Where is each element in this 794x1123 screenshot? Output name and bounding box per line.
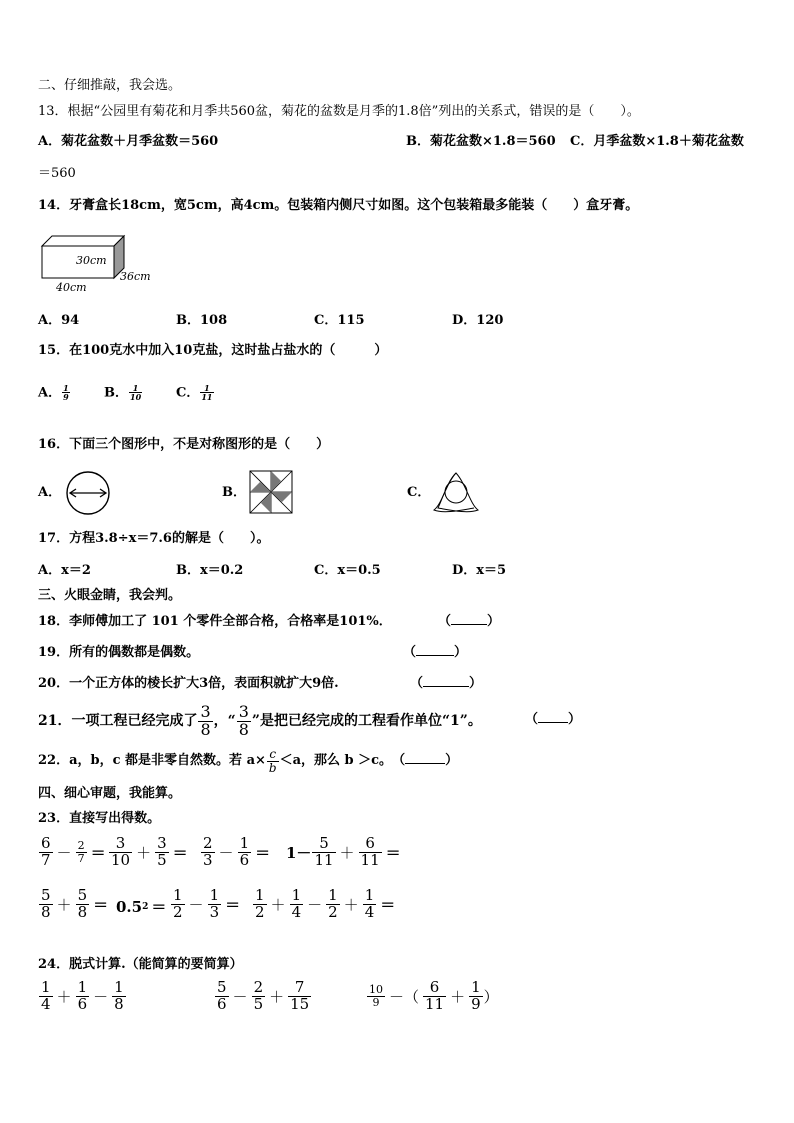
q13-stem: 13．根据“公园里有菊花和月季共560盆，菊花的盆数是月季的1.8倍”列出的关系式，错误的是（ ）。 [38,104,640,119]
fraction [109,836,132,869]
fraction [290,888,304,921]
fraction-numerator: 1 [209,886,220,904]
fraction-numerator: 5 [217,978,227,996]
paren-open: （ [403,645,417,660]
fraction-denominator: 8 [200,719,211,739]
q14-option-b[interactable]: B．108 [176,313,228,328]
q15-option-c-label: C． [176,385,200,401]
equals-sign: ＝ [380,895,396,914]
fraction-denominator: 9 [63,392,69,403]
trefoil-knot-figure[interactable] [432,470,480,516]
q22-text-b: ＜a，那么 b ＞c。 [279,753,393,769]
q23-expr-3 [200,836,270,869]
fraction-denominator: 8 [114,994,124,1013]
box-height-label: 30cm [76,254,107,267]
fraction [215,980,229,1013]
fraction-denominator: 2 [173,902,183,921]
fraction-numerator: c [269,747,277,761]
paren-close: ） [445,753,459,769]
paren-close: ） [487,614,501,629]
q15-option-c[interactable] [176,384,215,402]
fraction [312,836,335,869]
paren-open: （ [525,712,539,727]
q14-stem: 14．牙膏盒长18cm，宽5cm，高4cm。包装箱内侧尺寸如图。这个包装箱最多能装（ ）盒牙膏。 [38,198,639,213]
fraction-numerator: 1 [132,383,139,393]
q20-stem: 20．一个正方体的棱长扩大3倍，表面积就扩大9倍. [38,676,339,691]
fraction-denominator: 6 [217,994,227,1013]
fraction-denominator: 7 [77,851,85,865]
packing-box-diagram [38,232,178,297]
fraction [469,980,483,1013]
fraction [76,980,90,1013]
q13-option-c[interactable]: C．月季盆数×1.8＋菊花盆数 [570,134,744,149]
fraction-numerator: 1 [41,978,51,996]
fraction-denominator: b [268,760,277,775]
fraction [201,836,215,869]
q23-expr-1 [38,836,106,869]
fraction [39,836,53,869]
math-operator: ＋ [136,843,152,862]
q16-option-c-label[interactable]: C． [407,485,431,500]
fraction-denominator: 9 [367,996,385,1009]
fraction-denominator: 2 [328,902,338,921]
fraction [238,836,252,869]
fraction-numerator: 6 [365,834,375,852]
math-term: ） [483,987,499,1006]
math-operator: ＋ [339,843,355,862]
q23-expr-7 [170,888,240,921]
q16-stem: 16．下面三个图形中，不是对称图形的是（ ） [38,437,330,452]
math-term: 1－ [286,843,312,862]
q15-option-a[interactable] [38,384,71,402]
fraction [112,980,126,1013]
q17-stem: 17．方程3.8÷x＝7.6的解是（ ）。 [38,531,270,546]
fraction-numerator: 1 [291,886,302,904]
fraction-denominator: 8 [238,719,249,739]
q13-option-c-continued: ＝560 [38,166,76,181]
q17-option-c[interactable]: C．x＝0.5 [314,563,381,578]
q23-expr-4 [286,836,401,869]
q23-expr-5 [38,888,108,921]
equals-sign: ＝ [93,895,109,914]
paren-close: ） [469,676,483,691]
fraction [76,888,90,921]
q23-expr-8 [252,888,395,921]
equals-sign: ＝ [90,843,106,862]
fraction-numerator: 2 [253,978,264,996]
math-term: 2 [142,901,149,912]
q18-stem: 18．李师傅加工了 101 个零件全部合格，合格率是101%． [38,614,392,629]
circle-with-arrow-figure[interactable] [64,469,112,517]
fraction-denominator: 3 [209,902,220,921]
fraction [155,836,169,869]
math-operator: － [218,843,234,862]
math-operator: － [56,843,72,862]
math-operator: － [188,895,204,914]
math-operator: ＋ [450,987,466,1006]
fraction-denominator: 3 [203,850,213,869]
paren-open: （ [410,676,424,691]
fraction-numerator: 5 [77,886,88,904]
q23-title: 23．直接写出得数。 [38,811,161,826]
math-operator: － [93,987,109,1006]
q19-stem: 19．所有的偶数都是偶数。 [38,645,200,660]
fraction [253,888,267,921]
math-operator: ＋ [269,987,285,1006]
q19-answer-blank[interactable] [403,645,467,661]
fraction-numerator: 1 [77,978,88,996]
fraction-numerator: 1 [364,886,375,904]
q16-option-a-label[interactable]: A． [38,485,62,500]
section4-title: 四、细心审题，我能算。 [38,786,182,801]
fraction [76,840,87,864]
fraction-denominator: 8 [77,902,88,921]
fraction-denominator: 11 [360,850,380,869]
q16-option-b-label[interactable]: B． [222,485,246,500]
fraction-numerator: 1 [114,978,124,996]
q13-option-a[interactable]: A．菊花盆数＋月季盆数＝560 [38,134,219,149]
q24-expr-1 [38,980,127,1013]
fraction [326,888,340,921]
fraction-numerator: 10 [369,983,383,997]
paren-open: （ [392,753,406,769]
q14-option-d[interactable]: D．120 [452,313,504,328]
fraction [367,984,385,1008]
fraction-numerator: 1 [328,886,338,904]
section3-title: 三、火眼金睛，我会判。 [38,588,182,603]
fraction [288,980,311,1013]
q21-answer-blank[interactable] [525,712,581,728]
box-width-label: 36cm [120,270,151,283]
q15-option-c-fraction [200,384,213,402]
box-length-label: 40cm [56,281,87,294]
fraction-numerator: 1 [173,886,183,904]
fraction-numerator: 6 [41,834,51,852]
fraction-numerator: 3 [115,834,126,852]
q14-option-a[interactable]: A．94 [38,313,80,328]
fraction-numerator: 1 [63,383,69,393]
q21-text-a: 21．一项工程已经完成了 [38,713,198,730]
math-operator: ＋ [343,895,359,914]
math-operator: －（ [389,987,420,1006]
fraction-denominator: 6 [77,994,88,1013]
fraction [363,888,377,921]
fraction-denominator: 15 [290,994,310,1013]
q17-option-d[interactable]: D．x＝5 [452,563,507,578]
q21-stem [38,704,482,739]
q20-answer-blank[interactable] [410,676,482,692]
fraction-numerator: 1 [471,978,481,996]
fraction-numerator: 1 [255,886,265,904]
fraction [39,888,53,921]
fraction-numerator: 1 [239,834,250,852]
fraction-numerator: 1 [204,383,210,393]
math-operator: ＋ [270,895,286,914]
fraction-numerator: 2 [203,834,213,852]
fraction-denominator: 4 [364,902,375,921]
equals-sign: ＝ [255,843,271,862]
q17-option-a[interactable]: A．x＝2 [38,563,91,578]
fraction [171,888,185,921]
paren-open: （ [438,614,452,629]
q15-option-a-fraction [62,384,70,402]
math-operator: － [307,895,323,914]
fraction-denominator: 11 [425,994,445,1013]
section2-title: 二、仔细推敲，我会选。 [38,78,182,93]
q22-fraction [267,748,279,774]
fraction-denominator: 11 [201,392,213,403]
paren-close: ） [568,712,582,727]
fraction [359,836,382,869]
fraction-numerator: 2 [77,839,85,853]
q15-option-b-fraction [129,384,142,402]
q24-expr-3 [366,980,499,1013]
math-operator: ＋ [56,895,72,914]
equals-sign: ＝ [225,895,241,914]
fraction-denominator: 11 [314,850,334,869]
fraction-denominator: 5 [253,994,264,1013]
q21-text-b: ，“ [213,713,236,730]
q22-answer-blank[interactable] [392,753,458,769]
q14-option-c[interactable]: C．115 [314,313,365,328]
equals-sign: ＝ [385,843,401,862]
fraction-numerator: 6 [429,978,440,996]
fraction-denominator: 4 [291,902,302,921]
fraction-denominator: 5 [157,850,167,869]
fraction-denominator: 8 [41,902,51,921]
q15-option-a-label: A． [38,385,62,401]
fraction-denominator: 10 [111,850,131,869]
q22-text-a: 22．a，b，c 都是非零自然数。若 a× [38,753,266,769]
fraction [423,980,446,1013]
q24-expr-2 [214,980,312,1013]
fraction-denominator: 10 [130,392,142,403]
fraction-numerator: 5 [319,834,329,852]
fraction-numerator: 5 [41,886,51,904]
q15-option-b-label: B． [104,385,128,401]
fraction-numerator: 3 [238,702,249,721]
fraction-denominator: 2 [255,902,265,921]
q15-stem: 15．在100克水中加入10克盐，这时盐占盐水的（ ） [38,343,388,358]
q23-expr-6 [116,896,166,917]
fraction-numerator: 3 [157,834,167,852]
fraction-denominator: 7 [41,850,51,869]
q17-option-b[interactable]: B．x＝0.2 [176,563,244,578]
fraction-denominator: 6 [239,850,250,869]
q21-fraction-2 [237,704,251,739]
fraction-numerator: 3 [200,702,211,721]
fraction [208,888,222,921]
fraction-numerator: 7 [294,978,305,996]
q13-option-b[interactable]: B．菊花盆数×1.8＝560 [406,134,556,149]
fraction-denominator: 9 [471,994,481,1013]
q21-fraction-1 [198,704,212,739]
q15-option-b[interactable] [104,384,143,402]
fraction [39,980,53,1013]
q22-stem [38,748,458,774]
q24-title: 24．脱式计算.（能简算的要简算） [38,957,243,972]
q23-expr-2 [108,836,188,869]
q21-text-c: ”是把已经完成的工程看作单位“1”。 [251,713,482,730]
pinwheel-figure[interactable] [249,470,293,514]
equals-sign: ＝ [172,843,188,862]
equals-sign: ＝ [151,898,167,916]
math-operator: － [232,987,248,1006]
fraction-denominator: 4 [41,994,51,1013]
paren-close: ） [454,645,468,660]
math-operator: ＋ [56,987,72,1006]
fraction [252,980,266,1013]
math-term: 0.5 [116,897,143,916]
q18-answer-blank[interactable] [438,614,500,630]
